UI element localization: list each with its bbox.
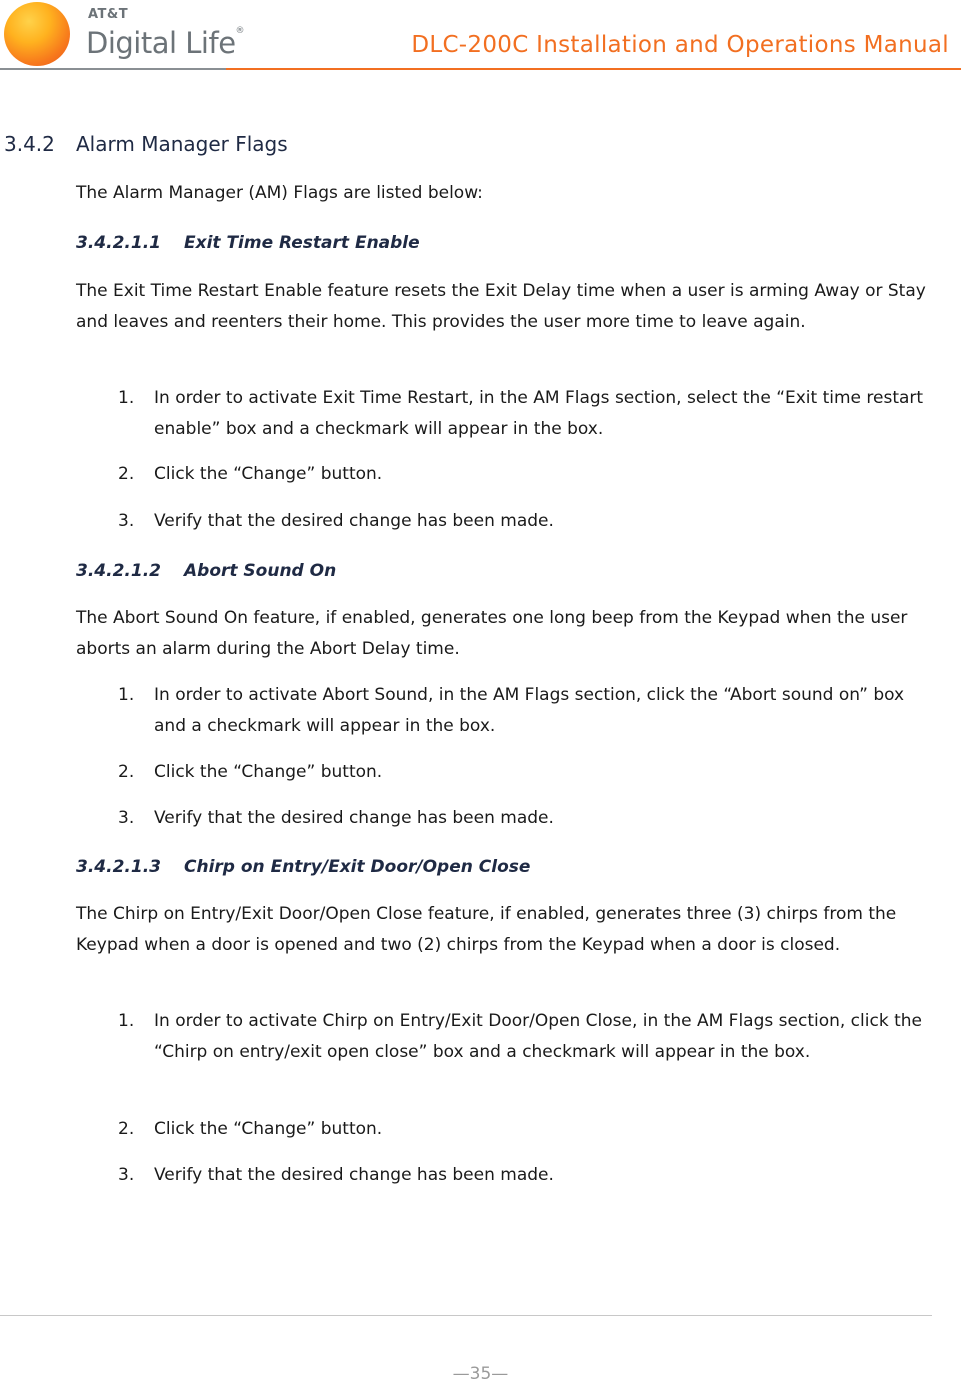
subsection-title: Abort Sound On <box>184 561 337 581</box>
subsection-number: 3.4.2.1.1 <box>76 233 161 253</box>
list-item-number: 3. <box>118 808 135 828</box>
subsection-number: 3.4.2.1.3 <box>76 857 161 877</box>
list-item <box>118 757 933 788</box>
list-item-number: 3. <box>118 1165 135 1185</box>
section-heading <box>4 132 288 156</box>
list-item-text: In order to activate Chirp on Entry/Exit Door/Open Close, in the AM Flags section, click the “Chirp on entry/exit open close” box and a checkmark will appear in the box. <box>154 1011 922 1062</box>
list-item-number: 3. <box>118 511 135 531</box>
logo-digital-life <box>86 26 244 60</box>
list-item-number: 2. <box>118 464 135 484</box>
header-rule-gray <box>0 68 226 70</box>
list-item <box>118 680 933 742</box>
section-number: 3.4.2 <box>4 132 55 156</box>
list-item-text: Verify that the desired change has been made. <box>154 808 554 828</box>
list-item <box>118 383 933 445</box>
list-item-text: In order to activate Abort Sound, in the AM Flags section, click the “Abort sound on” box and a checkmark will appear in the box. <box>154 685 905 736</box>
list-item-number: 1. <box>118 685 135 705</box>
logo-registered-mark: ® <box>235 26 245 36</box>
subsection-description: The Chirp on Entry/Exit Door/Open Close feature, if enabled, generates three (3) chirps from the Keypad when a door is opened and two (2) chirps from the Keypad when a door is closed. <box>76 904 897 955</box>
section-intro: The Alarm Manager (AM) Flags are listed below: <box>76 183 483 203</box>
subsection-description: The Abort Sound On feature, if enabled, generates one long beep from the Keypad when the user aborts an alarm during the Abort Delay time. <box>76 608 908 659</box>
att-globe-logo-icon <box>4 2 70 66</box>
list-item <box>118 1006 933 1068</box>
list-item-text: Verify that the desired change has been made. <box>154 511 554 531</box>
footer-rule <box>0 1315 932 1316</box>
list-item <box>118 506 933 537</box>
header-rule-orange <box>226 68 961 70</box>
list-item-number: 2. <box>118 1119 135 1139</box>
list-item-number: 1. <box>118 1011 135 1031</box>
manual-title: DLC-200C Installation and Operations Manual <box>411 32 949 58</box>
logo-att-text: AT&T <box>88 7 129 22</box>
list-item <box>118 459 933 490</box>
subsection-heading <box>76 233 420 253</box>
logo-digital-life-text: Digital Life <box>86 26 236 60</box>
subsection-number: 3.4.2.1.2 <box>76 561 161 581</box>
subsection-description: The Exit Time Restart Enable feature resets the Exit Delay time when a user is arming Away or Stay and leaves and reenters their home. This provides the user more time to leave again. <box>76 281 926 332</box>
subsection-title: Exit Time Restart Enable <box>184 233 420 253</box>
section-title: Alarm Manager Flags <box>76 132 288 156</box>
list-item-text: Verify that the desired change has been made. <box>154 1165 554 1185</box>
list-item-number: 2. <box>118 762 135 782</box>
list-item-text: Click the “Change” button. <box>154 464 383 484</box>
subsection-heading <box>76 561 336 581</box>
list-item <box>118 803 933 834</box>
page-number: —35— <box>452 1364 509 1384</box>
list-item <box>118 1114 933 1145</box>
list-item <box>118 1160 933 1191</box>
subsection-title: Chirp on Entry/Exit Door/Open Close <box>184 857 531 877</box>
subsection-heading <box>76 857 530 877</box>
page-header <box>0 0 961 72</box>
list-item-text: Click the “Change” button. <box>154 1119 383 1139</box>
list-item-text: Click the “Change” button. <box>154 762 383 782</box>
list-item-text: In order to activate Exit Time Restart, in the AM Flags section, select the “Exit time restart enable” box and a checkmark will appear in the box. <box>154 388 924 439</box>
list-item-number: 1. <box>118 388 135 408</box>
